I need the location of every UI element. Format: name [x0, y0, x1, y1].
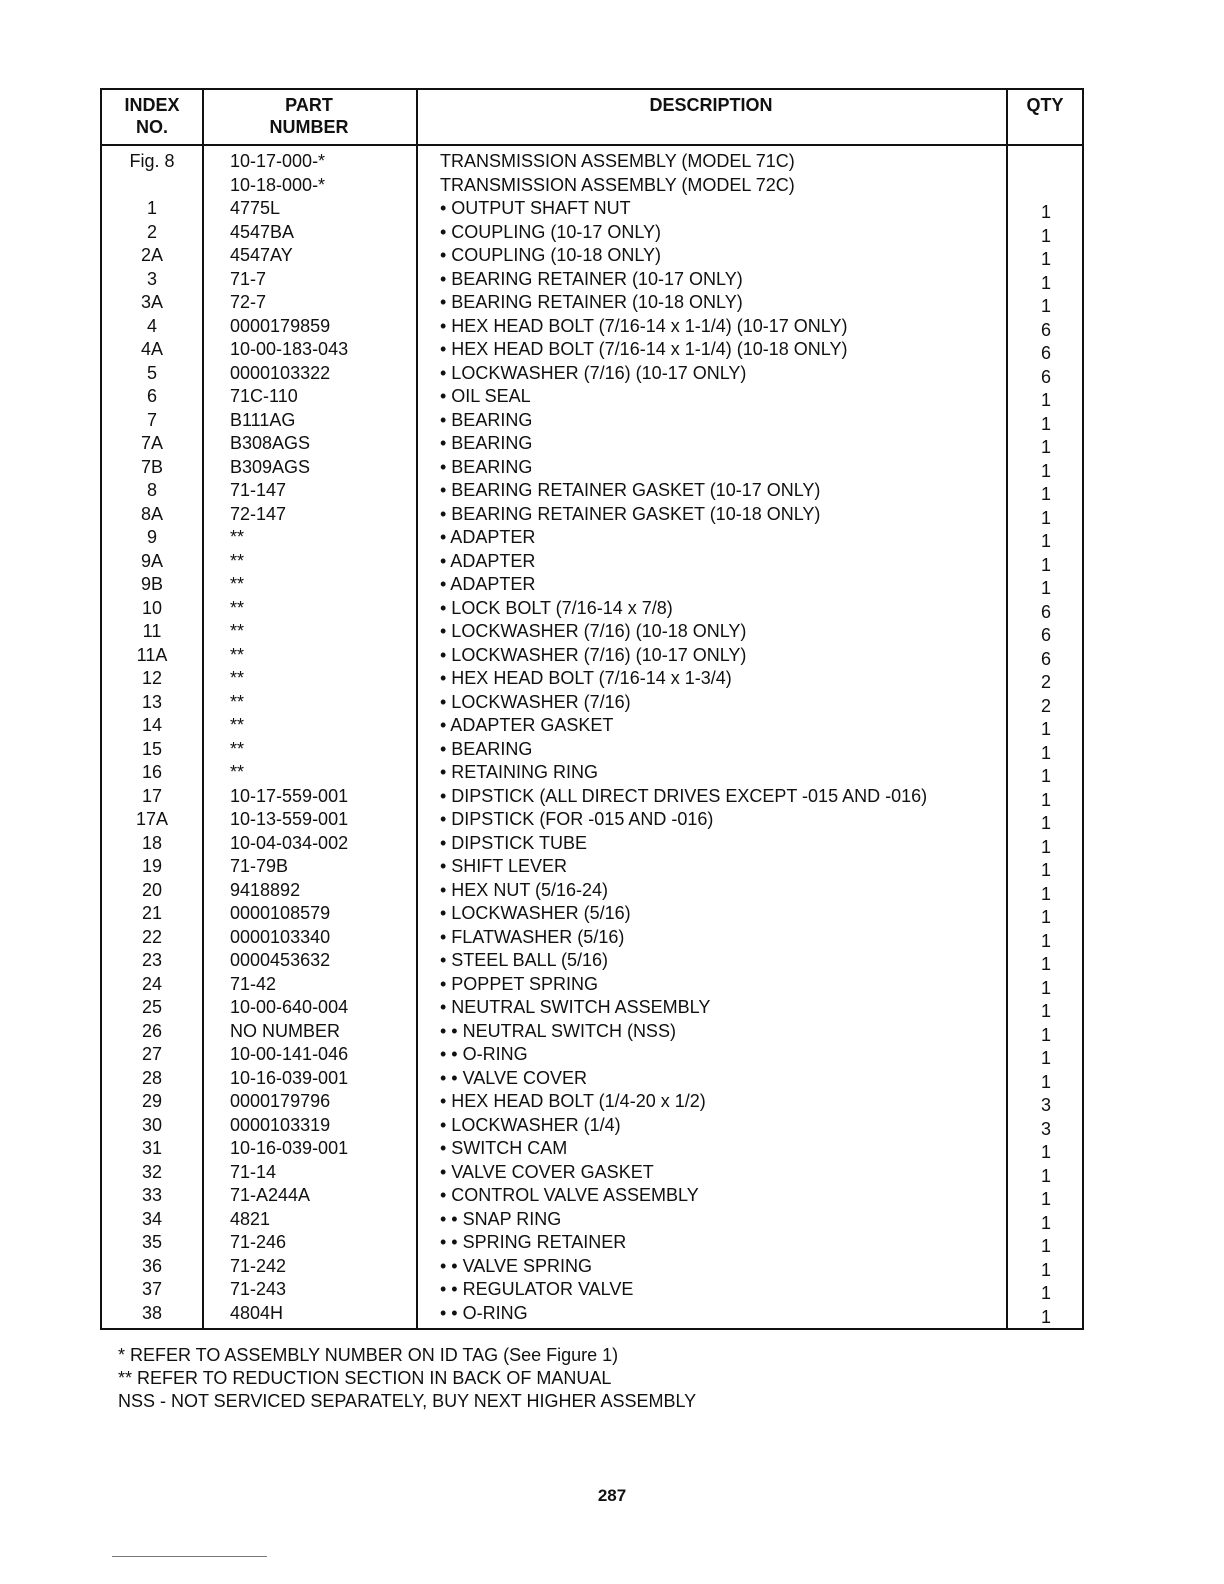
description-cell: • HEX HEAD BOLT (7/16-14 x 1-3/4) — [440, 668, 732, 688]
description-cell: • COUPLING (10-18 ONLY) — [440, 245, 662, 265]
table-row — [102, 973, 1082, 997]
qty-cell: 6 — [1040, 625, 1051, 645]
part-number-cell: 10-16-039-001 — [230, 1138, 349, 1158]
table-row — [102, 197, 1082, 221]
table-row — [102, 1184, 1082, 1208]
table-row — [102, 1067, 1082, 1091]
description-cell: • COUPLING (10-17 ONLY) — [440, 221, 662, 242]
index-cell: 8A — [140, 503, 164, 524]
table-row — [102, 1302, 1082, 1326]
qty-cell: 1 — [1040, 1283, 1051, 1303]
part-number-cell: 10-16-039-001 — [230, 1067, 349, 1088]
table-row — [102, 902, 1082, 926]
qty-cell: 2 — [1040, 672, 1051, 692]
table-row — [102, 409, 1082, 433]
part-number-cell: 71-7 — [230, 268, 267, 289]
description-cell: • NEUTRAL SWITCH ASSEMBLY — [440, 997, 711, 1017]
qty-cell: 1 — [1040, 1001, 1051, 1021]
description-cell: • POPPET SPRING — [440, 973, 599, 994]
table-row — [102, 550, 1082, 574]
qty-cell: 1 — [1040, 930, 1051, 951]
qty-cell: 1 — [1040, 860, 1051, 880]
header-index-line1: INDEX — [124, 95, 180, 115]
table-row — [102, 1231, 1082, 1255]
description-cell: • RETAINING RING — [440, 762, 598, 782]
table-row — [102, 1090, 1082, 1114]
index-cell: 29 — [141, 1091, 163, 1111]
part-number-cell: 71-A244A — [230, 1185, 311, 1205]
table-row — [102, 291, 1082, 315]
index-cell: 38 — [141, 1302, 163, 1323]
table-row — [102, 1114, 1082, 1138]
index-cell: 19 — [141, 856, 163, 876]
index-cell: 26 — [141, 1020, 163, 1041]
qty-cell: 1 — [1040, 531, 1051, 551]
part-number-cell: 71-147 — [230, 480, 287, 500]
description-cell: • • NEUTRAL SWITCH (NSS) — [440, 1020, 676, 1041]
description-cell: • LOCKWASHER (1/4) — [440, 1114, 621, 1135]
description-cell: TRANSMISSION ASSEMBLY (MODEL 71C) — [440, 151, 795, 171]
index-cell: 8 — [146, 480, 157, 500]
index-cell: 11 — [142, 621, 162, 641]
index-cell: 28 — [141, 1067, 163, 1088]
description-cell: • BEARING RETAINER (10-18 ONLY) — [440, 292, 743, 312]
table-row — [102, 268, 1082, 292]
part-number-cell: 71-79B — [230, 856, 289, 876]
index-cell: 2 — [146, 221, 157, 242]
part-number-cell: 71-242 — [230, 1255, 287, 1276]
qty-cell: 1 — [1040, 578, 1051, 598]
description-cell: • ADAPTER — [440, 550, 536, 571]
index-cell: 33 — [141, 1185, 163, 1205]
description-cell: • • VALVE SPRING — [440, 1255, 592, 1276]
part-number-cell: ** — [230, 574, 245, 594]
index-cell: 7 — [146, 409, 157, 430]
part-number-cell: 4547AY — [230, 245, 293, 265]
qty-cell: 6 — [1040, 366, 1051, 387]
qty-cell: 1 — [1040, 1259, 1051, 1280]
description-cell: • LOCKWASHER (7/16) (10-17 ONLY) — [440, 644, 747, 665]
part-number-cell: 72-147 — [230, 503, 287, 524]
qty-cell: 1 — [1040, 484, 1051, 504]
table-row — [102, 855, 1082, 879]
index-cell: 27 — [141, 1044, 163, 1064]
header-divider — [102, 144, 1082, 146]
index-cell: 9B — [140, 574, 164, 594]
footnote-nss: NSS - NOT SERVICED SEPARATELY, BUY NEXT HIGHER ASSEMBLY — [118, 1391, 697, 1411]
description-cell: • • SPRING RETAINER — [440, 1232, 627, 1252]
index-cell: 12 — [141, 668, 163, 688]
part-number-cell: 0000453632 — [230, 950, 331, 970]
qty-cell: 1 — [1040, 225, 1051, 246]
part-number-cell: 0000179859 — [230, 315, 331, 336]
index-cell: 21 — [141, 903, 163, 923]
description-cell: • BEARING RETAINER (10-17 ONLY) — [440, 268, 743, 289]
index-cell: 7A — [140, 433, 164, 453]
table-row — [102, 949, 1082, 973]
header-part-number — [202, 94, 416, 138]
qty-cell: 6 — [1040, 648, 1051, 669]
part-number-cell: ** — [230, 527, 245, 547]
qty-cell: 1 — [1040, 719, 1051, 739]
index-cell: 25 — [141, 997, 163, 1017]
part-number-cell: 0000103319 — [230, 1114, 331, 1135]
table-row — [102, 385, 1082, 409]
description-cell: • LOCKWASHER (5/16) — [440, 903, 631, 923]
qty-cell: 1 — [1040, 1024, 1051, 1045]
table-row — [102, 1208, 1082, 1232]
part-number-cell: ** — [230, 762, 245, 782]
part-number-cell: ** — [230, 715, 245, 735]
qty-cell: 3 — [1040, 1095, 1051, 1115]
part-number-cell: 0000103340 — [230, 926, 331, 947]
index-cell: 5 — [146, 362, 157, 383]
page-number: 287 — [597, 1486, 627, 1505]
qty-cell: 1 — [1040, 390, 1051, 410]
part-number-cell: 10-17-000-* — [230, 151, 326, 171]
description-cell: • DIPSTICK (ALL DIRECT DRIVES EXCEPT -015 AND -016) — [440, 785, 928, 806]
qty-cell: 1 — [1040, 907, 1051, 927]
part-number-cell: 4821 — [230, 1208, 271, 1229]
part-number-cell: ** — [230, 644, 245, 665]
description-cell: • CONTROL VALVE ASSEMBLY — [440, 1185, 699, 1205]
qty-cell: 1 — [1040, 1212, 1051, 1233]
index-cell: 35 — [141, 1232, 163, 1252]
qty-cell: 1 — [1040, 1048, 1051, 1068]
header-description: DESCRIPTION — [649, 95, 773, 115]
index-cell: 3 — [146, 268, 157, 289]
part-number-cell: 4547BA — [230, 221, 295, 242]
qty-cell: 1 — [1040, 977, 1051, 998]
part-number-cell: 4804H — [230, 1302, 284, 1323]
table-row — [102, 785, 1082, 809]
table-row — [102, 1020, 1082, 1044]
description-cell: • BEARING RETAINER GASKET (10-18 ONLY) — [440, 503, 821, 524]
part-number-cell: B111AG — [230, 409, 296, 430]
table-row — [102, 150, 1082, 174]
index-cell: 30 — [141, 1114, 163, 1135]
qty-cell: 1 — [1040, 1071, 1051, 1092]
table-row — [102, 620, 1082, 644]
table-row — [102, 174, 1082, 198]
index-cell: Fig. 8 — [129, 151, 175, 171]
part-number-cell: 71C-110 — [230, 386, 298, 406]
part-number-cell: ** — [230, 738, 245, 759]
qty-cell: 1 — [1040, 507, 1051, 528]
part-number-cell: 10-00-640-004 — [230, 997, 349, 1017]
index-cell: 15 — [141, 738, 163, 759]
qty-cell: 1 — [1040, 413, 1051, 434]
table-row — [102, 1043, 1082, 1067]
table-row — [102, 832, 1082, 856]
index-cell: 20 — [141, 879, 163, 900]
qty-cell: 1 — [1040, 813, 1051, 833]
table-row — [102, 714, 1082, 738]
part-number-cell: 0000108579 — [230, 903, 331, 923]
index-cell: 13 — [141, 691, 163, 712]
part-number-cell: 0000103322 — [230, 362, 331, 383]
description-cell: • LOCKWASHER (7/16) — [440, 691, 631, 712]
qty-cell: 1 — [1040, 766, 1051, 786]
part-number-cell: 10-18-000-* — [230, 174, 326, 195]
index-cell: 23 — [141, 950, 163, 970]
qty-cell: 6 — [1040, 601, 1051, 622]
index-cell: 6 — [146, 386, 157, 406]
part-number-cell: 10-00-183-043 — [230, 339, 349, 359]
index-cell: 2A — [140, 245, 164, 265]
description-cell: • HEX HEAD BOLT (7/16-14 x 1-1/4) (10-17 ONLY) — [440, 315, 848, 336]
description-cell: • LOCKWASHER (7/16) (10-18 ONLY) — [440, 621, 747, 641]
qty-cell: 1 — [1040, 1306, 1051, 1327]
description-cell: • ADAPTER — [440, 574, 536, 594]
index-cell: 9 — [146, 527, 157, 547]
table-row — [102, 926, 1082, 950]
index-cell: 17A — [135, 809, 169, 829]
index-cell: 11A — [136, 644, 168, 665]
qty-cell: 1 — [1040, 249, 1051, 269]
qty-cell: 3 — [1040, 1118, 1051, 1139]
qty-cell: 1 — [1040, 1189, 1051, 1209]
header-part-line2: NUMBER — [269, 117, 349, 137]
description-cell: • • SNAP RING — [440, 1208, 562, 1229]
description-cell: • • O-RING — [440, 1044, 528, 1064]
qty-cell: 1 — [1040, 1165, 1051, 1186]
table-row — [102, 362, 1082, 386]
qty-cell: 1 — [1040, 437, 1051, 457]
part-number-cell: ** — [230, 668, 245, 688]
scan-artifact-line — [112, 1556, 267, 1557]
table-row — [102, 691, 1082, 715]
index-cell: 9A — [140, 550, 164, 571]
index-cell: 17 — [141, 785, 163, 806]
table-row — [102, 1278, 1082, 1302]
description-cell: • VALVE COVER GASKET — [440, 1161, 654, 1182]
index-cell: 4 — [146, 315, 157, 336]
description-cell: • • REGULATOR VALVE — [440, 1279, 634, 1299]
qty-cell: 1 — [1040, 836, 1051, 857]
table-row — [102, 432, 1082, 456]
qty-cell: 1 — [1040, 742, 1051, 763]
description-cell: • LOCKWASHER (7/16) (10-17 ONLY) — [440, 362, 747, 383]
description-cell: • SHIFT LEVER — [440, 856, 568, 876]
part-number-cell: 10-17-559-001 — [230, 785, 349, 806]
description-cell: • • VALVE COVER — [440, 1067, 587, 1088]
part-number-cell: 71-42 — [230, 973, 277, 994]
description-cell: • STEEL BALL (5/16) — [440, 950, 609, 970]
part-number-cell: NO NUMBER — [230, 1020, 341, 1041]
part-number-cell: 10-13-559-001 — [230, 809, 349, 829]
table-row — [102, 526, 1082, 550]
part-number-cell: 9418892 — [230, 879, 301, 900]
index-cell: 24 — [141, 973, 163, 994]
part-number-cell: ** — [230, 550, 245, 571]
index-cell: 37 — [141, 1279, 163, 1299]
index-cell: 16 — [141, 762, 163, 782]
part-number-cell: 71-14 — [230, 1161, 277, 1182]
qty-cell: 1 — [1040, 954, 1051, 974]
table-row — [102, 479, 1082, 503]
index-cell: 3A — [140, 292, 164, 312]
table-row — [102, 221, 1082, 245]
qty-cell: 1 — [1040, 789, 1051, 810]
part-number-cell: 4775L — [230, 198, 281, 218]
description-cell: • HEX HEAD BOLT (1/4-20 x 1/2) — [440, 1091, 706, 1111]
table-row — [102, 667, 1082, 691]
description-cell: • HEX NUT (5/16-24) — [440, 879, 609, 900]
description-cell: • • O-RING — [440, 1302, 528, 1323]
description-cell: • HEX HEAD BOLT (7/16-14 x 1-1/4) (10-18 ONLY) — [440, 339, 848, 359]
header-index — [102, 94, 202, 138]
table-row — [102, 996, 1082, 1020]
index-cell: 31 — [141, 1138, 163, 1158]
description-cell: • ADAPTER GASKET — [440, 715, 614, 735]
table-body — [102, 150, 1082, 1325]
description-cell: • BEARING — [440, 456, 533, 477]
description-cell: • BEARING — [440, 409, 533, 430]
part-number-cell: ** — [230, 621, 245, 641]
description-cell: • BEARING — [440, 738, 533, 759]
table-row — [102, 738, 1082, 762]
part-number-cell: B308AGS — [230, 433, 311, 453]
index-cell: 14 — [141, 715, 163, 735]
description-cell: • FLATWASHER (5/16) — [440, 926, 625, 947]
qty-cell: 6 — [1040, 343, 1051, 363]
table-row — [102, 244, 1082, 268]
description-cell: • LOCK BOLT (7/16-14 x 7/8) — [440, 597, 673, 618]
index-cell: 7B — [140, 456, 164, 477]
table-row — [102, 573, 1082, 597]
description-cell: • BEARING — [440, 433, 533, 453]
table-row — [102, 1255, 1082, 1279]
footnote-reduction: ** REFER TO REDUCTION SECTION IN BACK OF MANUAL — [118, 1368, 612, 1388]
table-row — [102, 808, 1082, 832]
header-index-line2: NO. — [135, 117, 168, 137]
description-cell: • ADAPTER — [440, 527, 536, 547]
description-cell: • OUTPUT SHAFT NUT — [440, 198, 631, 218]
part-number-cell: 72-7 — [230, 292, 267, 312]
description-cell: TRANSMISSION ASSEMBLY (MODEL 72C) — [440, 174, 795, 195]
index-cell: 4A — [140, 339, 164, 359]
index-cell: 22 — [141, 926, 163, 947]
qty-cell: 1 — [1040, 202, 1051, 222]
index-cell: 36 — [141, 1255, 163, 1276]
qty-cell: 1 — [1040, 1236, 1051, 1256]
qty-cell: 1 — [1040, 883, 1051, 904]
part-number-cell: 71-246 — [230, 1232, 287, 1252]
qty-cell: 2 — [1040, 695, 1051, 716]
table-row — [102, 456, 1082, 480]
part-number-cell: 10-00-141-046 — [230, 1044, 349, 1064]
table-row — [102, 1161, 1082, 1185]
header-qty: QTY — [1026, 95, 1064, 115]
qty-cell: 1 — [1040, 272, 1051, 293]
footnotes — [118, 1344, 696, 1413]
index-cell: 1 — [146, 198, 157, 218]
index-cell: 10 — [141, 597, 163, 618]
index-cell: 32 — [141, 1161, 163, 1182]
part-number-cell: B309AGS — [230, 456, 311, 477]
index-cell: 34 — [141, 1208, 163, 1229]
qty-cell: 1 — [1040, 554, 1051, 575]
part-number-cell: 0000179796 — [230, 1091, 331, 1111]
qty-cell: 1 — [1040, 460, 1051, 481]
description-cell: • OIL SEAL — [440, 386, 531, 406]
qty-cell: 1 — [1040, 1142, 1051, 1162]
table-row — [102, 879, 1082, 903]
table-row — [102, 761, 1082, 785]
part-number-cell: 71-243 — [230, 1279, 287, 1299]
part-number-cell: ** — [230, 691, 245, 712]
description-cell: • DIPSTICK TUBE — [440, 832, 587, 853]
part-number-cell: 10-04-034-002 — [230, 832, 349, 853]
header-part-line1: PART — [285, 95, 333, 115]
description-cell: • SWITCH CAM — [440, 1138, 568, 1158]
table-row — [102, 503, 1082, 527]
table-row — [102, 315, 1082, 339]
qty-cell: 1 — [1040, 296, 1051, 316]
index-cell: 18 — [141, 832, 163, 853]
qty-cell: 6 — [1040, 319, 1051, 340]
footnote-assembly: * REFER TO ASSEMBLY NUMBER ON ID TAG (See Figure 1) — [118, 1345, 619, 1365]
parts-table — [100, 88, 1084, 1330]
table-row — [102, 644, 1082, 668]
table-row — [102, 1137, 1082, 1161]
description-cell: • BEARING RETAINER GASKET (10-17 ONLY) — [440, 480, 821, 500]
part-number-cell: ** — [230, 597, 245, 618]
description-cell: • DIPSTICK (FOR -015 AND -016) — [440, 809, 714, 829]
table-row — [102, 597, 1082, 621]
table-row — [102, 338, 1082, 362]
